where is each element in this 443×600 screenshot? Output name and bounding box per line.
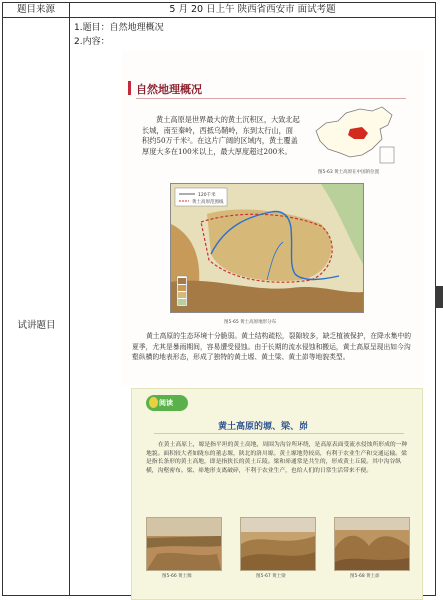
photo-hill xyxy=(334,517,410,571)
paragraph-intro: 黄土高原是世界最大的黄土沉积区，大致北起长城，南至秦岭，西抵乌鞘岭，东到太行山，面积约50万千米²。在这片广阔的区域内，黄土覆盖厚度大多在100米以上，最大厚度超过200米。 xyxy=(142,115,300,156)
terrain-map-caption: 图5-65 黄土高原地形分布 xyxy=(224,320,277,325)
legend-boundary-text: 黄土高原范围线 xyxy=(192,200,224,205)
reading-title: 黄土高原的塬、梁、峁 xyxy=(218,422,309,432)
elevation-swatch-2 xyxy=(178,285,186,291)
paragraph-ecology: 黄土高原的生态环境十分脆弱。黄土结构疏松，裂隙较多，缺乏植被保护，在降水集中的夏季，尤其是暴雨期间，容易遭受侵蚀。由于长期的流水侵蚀和搬运，黄土高原呈现出如今沟壑纵横的地表形态，形成了独特的黄土塬、黄土梁、黄土峁等地貌类型。 xyxy=(132,332,412,361)
reading-badge-label: 阅读 xyxy=(159,399,173,407)
row-label-topic: 试讲题目 xyxy=(17,320,56,331)
south-sea-inset xyxy=(380,147,394,163)
section-accent-bar xyxy=(128,81,131,95)
header-exam-title: 5 月 20 日上午 陕西省西安市 面试考题 xyxy=(169,4,336,15)
photo-tableland xyxy=(146,517,222,571)
reading-paragraph: 在黄土高原上，塬是指平坦的黄土高地，周围为沟谷所环绕，是高原表面受流水侵蚀所形成的一种地貌。面积较大者如陇东的董志塬，陕北的洛川塬。黄土塬地势较高，有利于农业生产和交通运输。梁是指长条形的黄土高地，即是指狭长的黄土丘陵。梁和峁通常是共生的，形成黄土丘陵。其中沟谷纵横，沟壑密布。梁、峁地形支离破碎，不利于农业生产，也给人们的日常生活带来不便。 xyxy=(146,442,408,475)
header-row xyxy=(3,3,435,18)
label-column xyxy=(3,17,70,595)
topic-line: 1.题目：自然地理概况 xyxy=(74,23,164,33)
section-divider xyxy=(136,98,406,99)
photo-caption-tableland: 图5-66 黄土塬 xyxy=(162,574,192,579)
reading-box xyxy=(131,388,423,600)
elevation-swatch-1 xyxy=(178,278,186,284)
china-map-caption: 图5-63 黄土高原在中国的位置 xyxy=(318,170,380,175)
terrain-map-graphic xyxy=(171,184,363,312)
textbook-page xyxy=(122,51,424,385)
header-source-label: 题目来源 xyxy=(3,3,70,17)
elevation-swatch-4 xyxy=(178,299,186,305)
china-location-map xyxy=(310,101,398,165)
elevation-swatch-3 xyxy=(178,292,186,298)
photo-caption-ridge: 图5-67 黄土梁 xyxy=(256,574,286,579)
legend-scale-text: 120千米 xyxy=(198,193,216,198)
section-title: 自然地理概况 xyxy=(136,83,202,96)
document-table xyxy=(2,2,436,596)
content-line: 2.内容： xyxy=(74,37,110,47)
photo-ridge xyxy=(240,517,316,571)
reading-divider xyxy=(154,433,404,434)
content-cell xyxy=(70,17,435,595)
terrain-map xyxy=(170,183,364,313)
reading-book-icon xyxy=(149,397,158,408)
photo-caption-hill: 图5-68 黄土峁 xyxy=(350,574,380,579)
scroll-handle[interactable] xyxy=(435,286,443,308)
